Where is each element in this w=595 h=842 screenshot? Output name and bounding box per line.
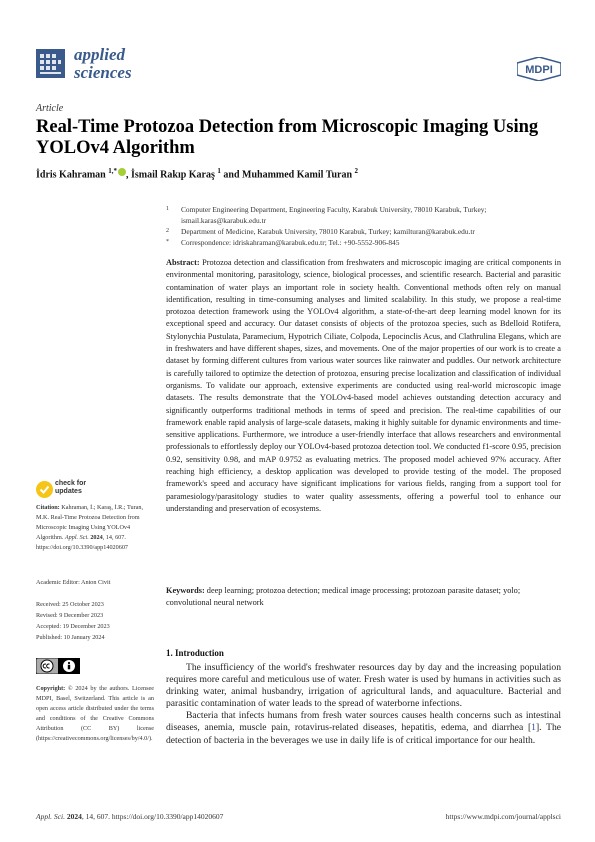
journal-name-line1: applied (74, 45, 125, 64)
publication-dates (36, 600, 156, 644)
date-revised: Revised: 9 December 2023 (36, 612, 104, 619)
citation-text: Kahraman, İ.; Karaş, İ.R.; Turan, M.K. Real-Time Protozoa Detection from Microscopic Imaging Using YOLOv4 Algorithm. (36, 504, 144, 541)
copyright-text: © 2024 by the authors. Licensee MDPI, Basel, Switzerland. This article is an open access article distributed under the terms and conditions of the Creative Commons Attribution (CC BY) license (https://creativecommons.org/licenses/by/4.0/). (36, 685, 154, 742)
intro-paragraph (166, 710, 561, 746)
author-affil-mark: 1 (217, 167, 221, 175)
section-heading: 1. Introduction (166, 648, 224, 658)
abstract-text: Protozoa detection and classification from freshwaters and microscopic imaging are critical components in environmental monitoring, parasitology, science, biological processes, and scientific research. Bacterial and parasitic contamination of water plays an important role in society health. Conventional methods often rely on manual identification, resulting in time-consuming analyses and limited scalability. In this study, we propose a real-time protozoa detection framework using the YOLOv4 algorithm, a state-of-the-art deep learning model known for its exceptional speed and accuracy. Our dataset consists of objects of the protozoa species, such as Bdelloid Rotifera, Stylonychia Pustulata, Paramecium, Hypotrich Ciliate, Colpoda, Lepocinclis Acus, and Clathrulina Elegans, which are in freshwaters and have different shapes, sizes, and movements. One of the major properties of our work is to create a dataset by forming different cultures from various water sources like rainwater and puddles. Our network architecture is carefully tailored to optimize the detection of protozoa, ensuring precise localization and classification of individual organisms. To validate our approach, extensive experiments are conducted using real-world microscopic image datasets. The results demonstrate that the YOLOv4-based model achieves outstanding detection accuracy and significantly outperforms traditional methods in terms of speed and precision. The real-time capabilities of our framework enable rapid analysis of large-scale datasets, making it highly suitable for dynamic environments and time-sensitive applications. Furthermore, we introduce a user-friendly interface that allows researchers and environmental professionals to effortlessly deploy our YOLOv4-based protozoa detection tool. We conducted f1-score 0.95, precision 0.92, sensitivity 0.98, and mAP 0.9752 as evaluating metrics. The proposed model achieved 97% accuracy. After reaching high efficiency, a desktop application was developed to provide testing of the model. The proposed framework's speed and accuracy have significant implications for various fields, ranging from a support tool for paramesiology/parasitology studies to water quality assessments, offering a powerful tool to enhance our understanding and preservation of ecosystems. (166, 258, 562, 513)
author-affil-mark: 2 (354, 167, 359, 175)
journal-logo (36, 45, 176, 89)
keywords (166, 585, 561, 610)
date-received: Received: 25 October 2023 (36, 601, 104, 608)
author-list: İdris Kahraman $^{1,*}$ , İsmail Rakıp Karaş $^1$ and Muhammed Kamil Turan $^2$ (36, 167, 359, 181)
affiliation-item (166, 237, 561, 248)
check-updates-badge[interactable] (36, 479, 126, 501)
affiliation-mark: * (166, 239, 169, 245)
reference-link[interactable]: 1 (531, 722, 536, 734)
citation-label: Citation: (36, 504, 60, 511)
footer-year: 2024 (66, 812, 82, 821)
check-updates-icon (36, 481, 53, 498)
publisher-name: MDPI (525, 64, 553, 76)
date-accepted: Accepted: 19 December 2023 (36, 623, 110, 630)
copyright-label: Copyright: (36, 685, 66, 692)
keywords-text: deep learning; protozoa detection; medical image processing; protozoan parasite dataset; yolo; convolutional neural network (166, 586, 521, 608)
academic-editor: Academic Editor: Anton Civit (36, 579, 111, 586)
affiliation-text: Computer Engineering Department, Engineering Faculty, Karabuk University, 78010 Karabuk, Turkey; ismail.karas@karabuk.edu.tr (181, 205, 487, 225)
author-affil-mark: 1,* (108, 167, 117, 175)
affiliation-item (166, 204, 561, 226)
cc-by-license-icon[interactable] (36, 658, 80, 674)
intro-paragraph: The insufficiency of the world's freshwater resources day by day and the increasing population requires more careful and meticulous use of water. Fresh water is used by humans in activities such as drinking water, animal husbandry, irrigation of agricultural lands, and aquaculture. Bacterial and parasitic contamination of water leads to the spread of waterborne infections. (166, 662, 561, 710)
affiliation-item (166, 226, 561, 237)
orcid-icon[interactable] (118, 168, 126, 176)
check-updates-line1: check for (55, 480, 87, 487)
affiliation-mark: 2 (166, 228, 169, 234)
abstract (166, 257, 561, 515)
affiliation-text: Department of Medicine, Karabuk University, 78010 Karabuk, Turkey; kamilturan@karabuk.edu.tr (181, 227, 475, 236)
footer-journal: Appl. Sci. (36, 812, 65, 821)
author-name: İdris Kahraman (36, 169, 106, 181)
journal-name (74, 46, 132, 82)
journal-logo-icon (36, 49, 65, 78)
affiliation-text: Correspondence: idriskahraman@karabuk.edu.tr; Tel.: +90-5552-906-845 (181, 238, 400, 247)
footer-journal-url[interactable]: https://www.mdpi.com/journal/applsci (445, 812, 561, 821)
check-updates-label (55, 480, 86, 496)
footer-citation (36, 812, 223, 821)
copyright-notice (36, 684, 154, 744)
paper-title: Real-Time Protozoa Detection from Microscopic Imaging Using YOLOv4 Algorithm (36, 117, 539, 158)
author-name: Muhammed Kamil Turan (242, 169, 353, 181)
intro-text: Bacteria that infects humans from fresh water sources causes health concerns such as intestinal diseases, anemia, muscle pain, rotavirus-related diseases, hepatitis, edema, and diarrhea [ (166, 710, 561, 734)
abstract-label: Abstract: (166, 258, 200, 267)
intro-text: ]. The detection of bacteria in the beverages we use in daily life is of critical importance for our health. (166, 722, 561, 746)
keywords-label: Keywords: (166, 586, 205, 595)
mdpi-logo (517, 57, 561, 81)
author-name: İsmail Rakıp Karaş (130, 169, 215, 181)
author-conjunction: and (223, 169, 240, 181)
article-type: Article (36, 103, 64, 114)
date-published: Published: 10 January 2024 (36, 634, 105, 641)
footer-doi[interactable]: , 14, 607. https://doi.org/10.3390/app14020607 (81, 812, 224, 821)
citation-year: 2024 (90, 534, 103, 541)
check-updates-line2: updates (55, 488, 82, 495)
journal-name-line2: sciences (74, 63, 132, 82)
citation-doi[interactable]: , 14, 607. https://doi.org/10.3390/app14020607 (36, 534, 129, 551)
citation-journal: Appl. Sci. (64, 534, 89, 541)
citation-block (36, 503, 152, 553)
introduction-body (166, 662, 561, 747)
affiliation-mark: 1 (166, 206, 169, 212)
affiliations (166, 204, 561, 248)
